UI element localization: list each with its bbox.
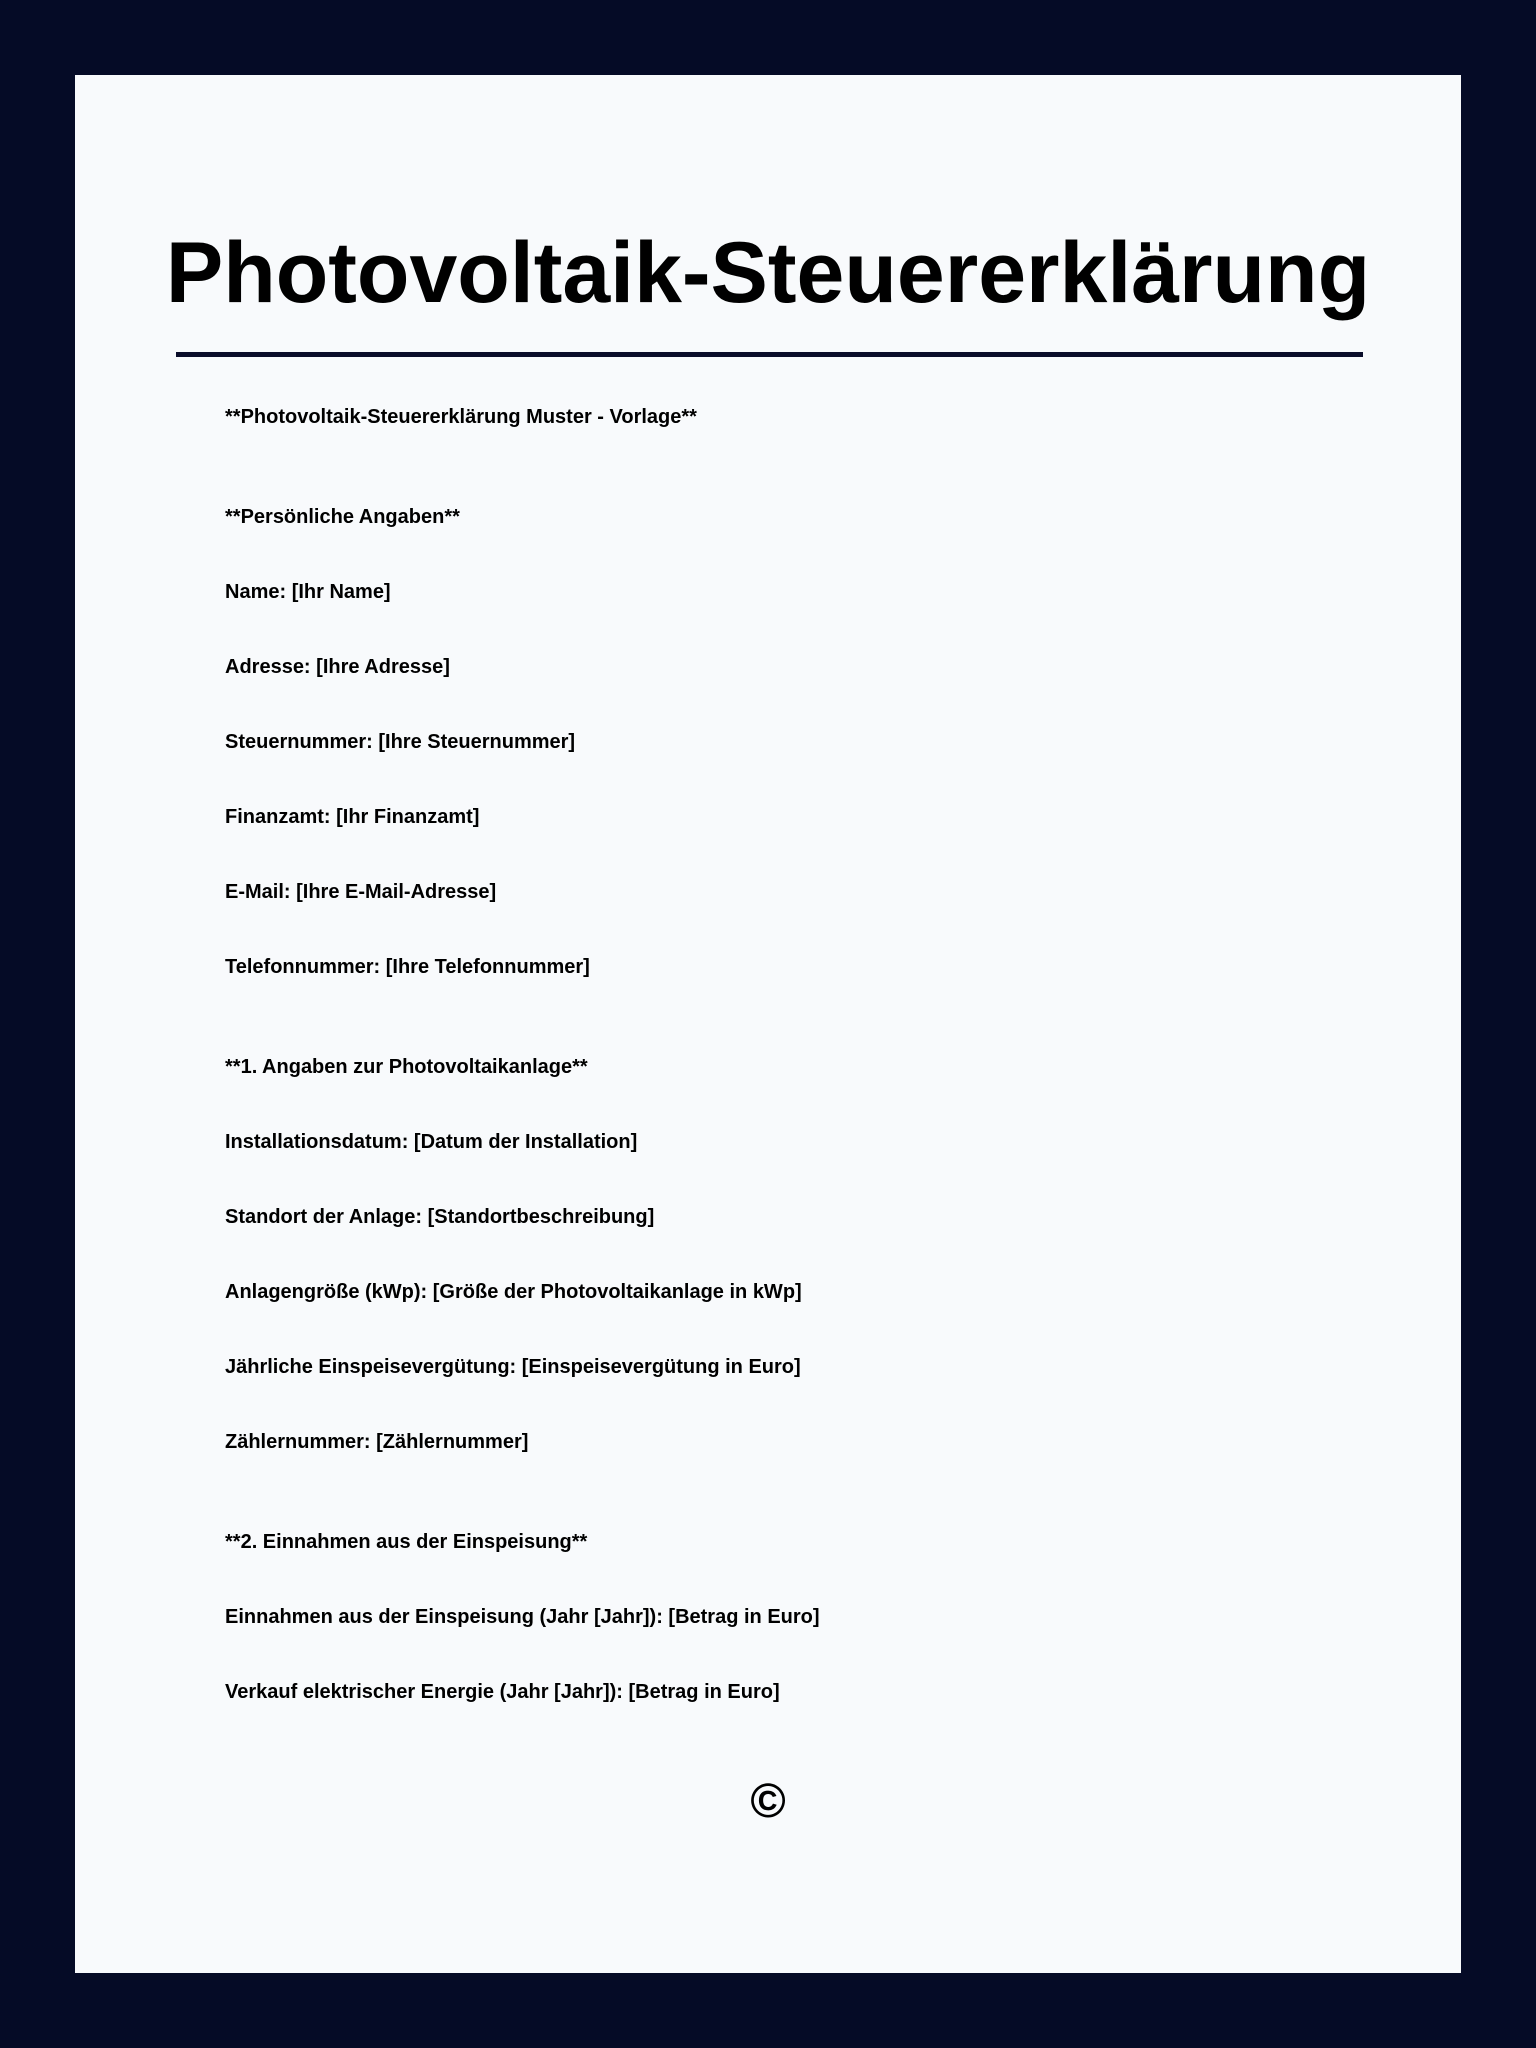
field-phone: Telefonnummer: [Ihre Telefonnummer]: [225, 956, 590, 978]
section2-heading: **2. Einnahmen aus der Einspeisung**: [225, 1531, 588, 1553]
field-address: Adresse: [Ihre Adresse]: [225, 656, 450, 678]
document-title: Photovoltaik-Steuererklärung: [165, 225, 1371, 321]
field-feed-in-tariff: Jährliche Einspeisevergütung: [Einspeisevergütung in Euro]: [225, 1356, 801, 1378]
field-location: Standort der Anlage: [Standortbeschreibung]: [225, 1206, 655, 1228]
field-feed-in-income: Einnahmen aus der Einspeisung (Jahr [Jahr]): [Betrag in Euro]: [225, 1606, 820, 1628]
field-system-size: Anlagengröße (kWp): [Größe der Photovoltaikanlage in kWp]: [225, 1281, 802, 1303]
field-energy-sales: Verkauf elektrischer Energie (Jahr [Jahr]): [Betrag in Euro]: [225, 1681, 780, 1703]
personal-section-heading: **Persönliche Angaben**: [225, 506, 460, 528]
title-divider: [176, 352, 1363, 357]
field-email: E-Mail: [Ihre E-Mail-Adresse]: [225, 881, 497, 903]
field-tax-office: Finanzamt: [Ihr Finanzamt]: [225, 806, 480, 828]
field-tax-number: Steuernummer: [Ihre Steuernummer]: [225, 731, 576, 753]
document-subtitle: **Photovoltaik-Steuererklärung Muster - Vorlage**: [225, 406, 697, 428]
field-install-date: Installationsdatum: [Datum der Installation]: [225, 1131, 638, 1153]
section1-heading: **1. Angaben zur Photovoltaikanlage**: [225, 1056, 588, 1078]
field-meter-number: Zählernummer: [Zählernummer]: [225, 1431, 529, 1453]
field-name: Name: [Ihr Name]: [225, 581, 391, 603]
copyright-icon: ©: [750, 1775, 786, 1828]
